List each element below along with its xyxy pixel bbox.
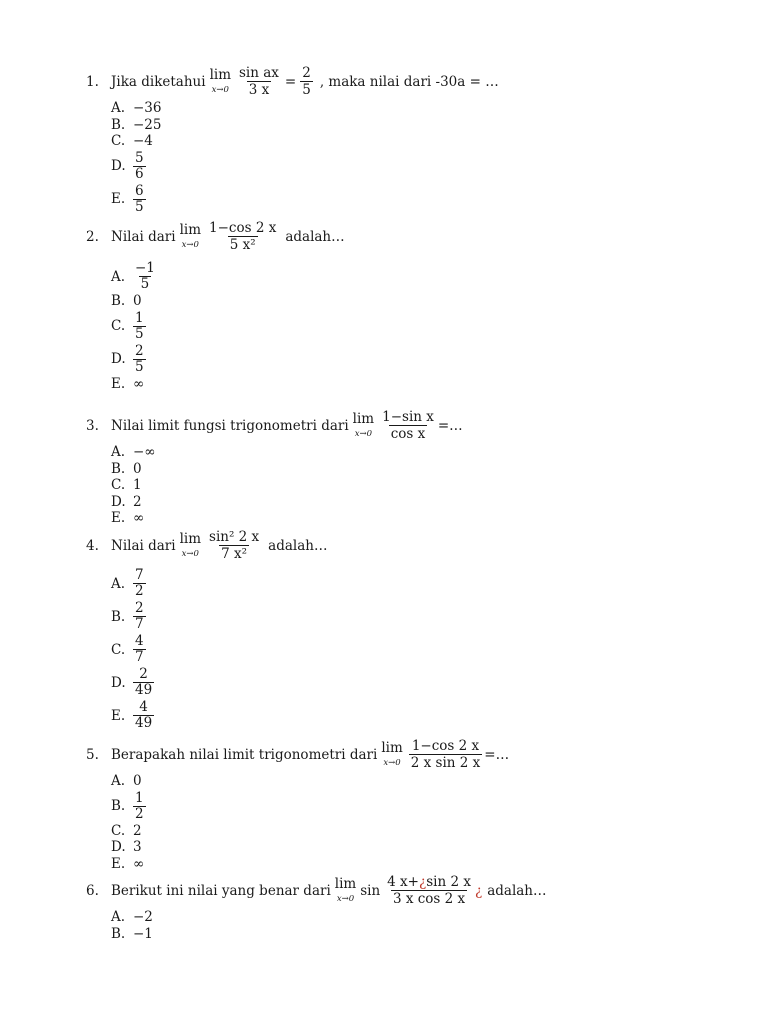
option-letter: A. [111,575,126,592]
option-b[interactable] [111,926,728,943]
option-fraction [133,634,146,665]
question-3-stem [86,410,728,441]
lim-word: lim [334,876,357,893]
question-6 [86,875,728,942]
limit-fraction [385,875,473,906]
fraction-numerator [385,875,473,890]
question-4-stem [86,530,728,561]
question-1-stem [86,66,728,97]
fraction-numerator: sin² 2 x [209,529,260,545]
question-number: 5. [86,746,99,763]
option-letter: A. [111,773,126,790]
option-letter: E. [111,375,126,392]
fraction-numerator: 7 [135,567,144,584]
option-letter: C. [111,318,126,335]
fraction-numerator: 1 [135,789,144,806]
option-value: −1 [133,925,153,942]
option-b[interactable] [111,293,728,310]
option-a[interactable] [111,444,728,461]
option-letter: D. [111,493,126,510]
fraction-denominator: 5 [140,276,150,293]
option-d[interactable] [111,343,728,376]
option-b[interactable] [111,461,728,478]
limit-fraction [207,221,278,252]
fraction-numerator: −1 [135,260,155,277]
fraction-numerator: 2 [139,666,148,683]
option-value: 0 [133,293,142,310]
fraction-denominator: 6 [135,165,144,182]
option-c[interactable] [111,133,728,150]
option-value: 2 [133,822,142,839]
option-value: ∞ [133,510,145,527]
lim-word: lim [179,222,202,239]
question-1 [86,66,728,216]
limit-expression [353,410,438,441]
option-b[interactable] [111,790,728,823]
lim-subscript: x→0 [354,428,373,439]
option-value: ∞ [133,375,145,392]
question-text: Nilai dari [111,228,176,245]
question-text: Nilai limit fungsi trigonometri dari [111,417,349,434]
question-text: Berikut ini nilai yang benar dari [111,882,331,899]
option-value: 2 [133,493,142,510]
question-text: Berapakah nilai limit trigonometri dari [111,746,378,763]
fraction-numerator: 2 [302,65,311,81]
option-a[interactable] [111,909,728,926]
lim-subscript: x→0 [211,84,229,95]
fraction-denominator: 3 x cos 2 x [392,891,466,908]
lim-word: lim [209,67,231,84]
question-5 [86,739,728,872]
option-letter: D. [111,674,126,691]
question-number: 4. [86,537,99,554]
option-letter: C. [111,822,126,839]
option-letter: B. [111,608,126,625]
fraction-numerator: sin ax [239,65,279,81]
question-text: Nilai dari [111,537,176,554]
question-tail: adalah… [268,537,328,554]
option-fraction [133,261,157,292]
question-tail: adalah… [487,882,547,899]
option-d[interactable] [111,666,728,699]
fraction-numerator: 2 [135,600,144,617]
lim-subscript: x→0 [336,893,355,904]
option-value: −2 [133,909,153,926]
option-e[interactable] [111,376,728,393]
fraction-denominator: cos x [390,426,426,443]
option-e[interactable] [111,183,728,216]
answer-options [111,444,728,527]
option-letter: B. [111,798,126,815]
option-letter: C. [111,133,126,150]
question-number: 6. [86,882,99,899]
question-tail: =… [437,417,463,434]
fraction-denominator: 2 [135,805,144,822]
option-a[interactable] [111,100,728,117]
question-3 [86,410,728,527]
option-a[interactable] [111,260,728,293]
option-letter: D. [111,351,126,368]
option-c[interactable] [111,310,728,343]
fraction-numerator: 4 [139,699,148,716]
fraction-numerator: 1 [135,309,144,326]
lim-word: lim [352,411,375,428]
question-tail: , maka nilai dari -30a = … [319,73,499,90]
fraction-denominator: 7 [135,616,144,633]
limit-fraction [207,530,261,561]
question-text: Jika diketahui [111,73,206,90]
answer-options [111,909,728,942]
option-value: −4 [133,133,153,150]
fraction-denominator: 49 [135,715,153,732]
option-letter: B. [111,925,126,942]
question-4 [86,530,728,732]
fraction-denominator: 7 x² [221,546,248,563]
limit-fraction [237,66,281,97]
fraction-denominator: 49 [135,682,153,699]
option-fraction [133,601,146,632]
question-6-stem [86,875,728,906]
lim-word: lim [179,531,202,548]
option-a[interactable] [111,773,728,790]
fraction-denominator: 5 [302,82,311,99]
fraction-denominator: 5 [135,358,144,375]
fraction-denominator: 5 x² [229,237,256,254]
question-tail: adalah… [285,228,345,245]
option-d[interactable] [111,839,728,856]
fraction-numerator: 5 [135,149,144,166]
option-fraction [133,184,146,215]
option-value: ∞ [133,855,145,872]
lim-subscript: x→0 [181,548,199,559]
limit-fraction [409,739,483,770]
option-d[interactable] [111,494,728,511]
lim-subscript: x→0 [383,757,401,768]
option-b[interactable] [111,117,728,134]
fraction-denominator: 3 x [248,82,270,99]
question-tail: =… [484,746,510,763]
option-c[interactable] [111,633,728,666]
fraction-denominator: 5 [135,325,144,342]
fraction-denominator: 2 x sin 2 x [410,755,481,772]
option-letter: C. [111,641,126,658]
option-value: 0 [133,460,142,477]
fraction-numerator: 4 [135,633,144,650]
numerator-part-b: sin 2 x [426,874,471,890]
fraction-numerator: 6 [135,182,144,199]
option-letter: A. [111,268,126,285]
fraction-denominator: 2 [135,583,144,600]
option-b[interactable] [111,600,728,633]
option-fraction [133,151,146,182]
question-number: 3. [86,417,99,434]
question-2 [86,221,728,392]
limit-expression [381,739,484,770]
fraction-denominator: 5 [135,198,144,215]
option-e[interactable] [111,699,728,732]
fraction-numerator: 1−sin x [382,409,434,425]
option-letter: B. [111,116,126,133]
option-fraction [133,791,146,822]
option-letter: C. [111,477,126,494]
option-letter: A. [111,909,126,926]
option-value: 0 [133,773,142,790]
answer-options [111,567,728,732]
option-value: 3 [133,839,142,856]
option-fraction [133,344,146,375]
fraction-numerator: 1−cos 2 x [411,738,480,754]
option-letter: A. [111,444,126,461]
fraction-numerator: 1−cos 2 x [209,220,277,236]
option-a[interactable] [111,567,728,600]
rhs-fraction [300,66,313,97]
question-number: 1. [86,73,99,90]
option-letter: B. [111,460,126,477]
option-letter: D. [111,158,126,175]
option-e[interactable] [111,510,728,527]
option-letter: E. [111,510,126,527]
option-letter: E. [111,855,126,872]
option-value: 1 [133,477,142,494]
limit-expression [210,66,315,97]
equals-sign: = [284,73,297,90]
lim-subscript: x→0 [181,239,199,250]
limit-fraction [380,410,436,441]
unknown-glyph: ¿ [474,882,483,899]
question-2-stem [86,221,728,252]
sin-prefix: sin [360,882,381,899]
option-fraction [133,568,146,599]
option-c[interactable] [111,823,728,840]
option-fraction [133,700,154,731]
option-fraction [133,311,146,342]
option-e[interactable] [111,856,728,873]
option-c[interactable] [111,477,728,494]
question-5-stem [86,739,728,770]
fraction-numerator: 2 [135,342,144,359]
option-letter: E. [111,707,126,724]
option-letter: E. [111,191,126,208]
option-value: −36 [133,100,162,117]
limit-expression [335,875,482,906]
option-letter: A. [111,100,126,117]
numerator-part-a: 4 x+ [387,874,419,890]
option-letter: B. [111,293,126,310]
limit-expression [180,530,264,561]
option-letter: D. [111,839,126,856]
question-number: 2. [86,228,99,245]
answer-options [111,773,728,872]
fraction-denominator: 7 [135,649,144,666]
option-value: −∞ [133,444,156,461]
answer-options [111,260,728,392]
limit-expression [180,221,281,252]
option-d[interactable] [111,150,728,183]
option-value: −25 [133,116,162,133]
lim-word: lim [381,740,403,757]
unknown-glyph: ¿ [418,874,427,890]
option-fraction [133,667,154,698]
answer-options [111,100,728,216]
